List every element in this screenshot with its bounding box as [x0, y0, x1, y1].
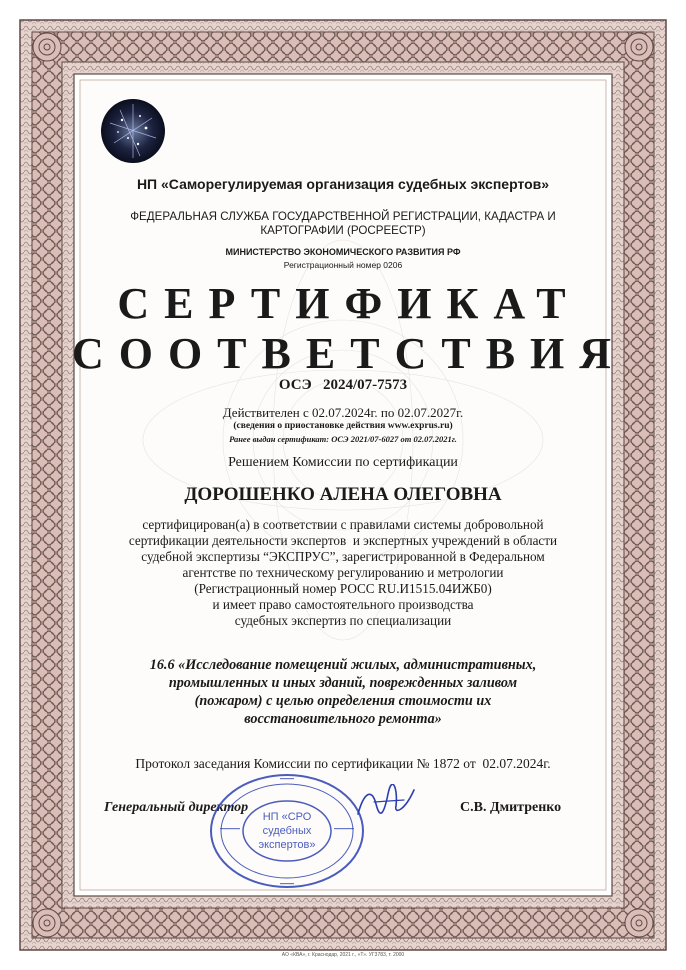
specialization-line: промышленных и иных зданий, поврежденных заливом: [168, 675, 518, 691]
validity-period: Действителен с 02.07.2024г. по 02.07.2027г.: [222, 405, 464, 420]
certification-line: агентстве по техническому регулированию и метрологии: [182, 565, 504, 580]
certificate-title-line2: СООТВЕТСТВИЯ: [71, 329, 627, 378]
certification-line: сертифицирован(а) в соответствии с правилами системы добровольной: [142, 517, 544, 532]
certification-line: судебной экспертизы “ЭКСПРУС”, зарегистрированной в Федеральном: [141, 549, 545, 564]
holder-name: ДОРОШЕНКО АЛЕНА ОЛЕГОВНА: [184, 484, 502, 505]
registration-number: Регистрационный номер 0206: [283, 260, 403, 270]
federal-service: ФЕДЕРАЛЬНАЯ СЛУЖБА ГОСУДАРСТВЕННОЙ РЕГИСТРАЦИИ, КАДАСТРА И КАРТОГРАФИИ (РОСРЕЕСТР): [130, 210, 556, 237]
certification-line: (Регистрационный номер РОСС RU.И1515.04ИЖБ0): [194, 581, 492, 596]
certificate-number: ОСЭ 2024/07-7573: [278, 377, 408, 393]
protocol-reference: Протокол заседания Комиссии по сертификации № 1872 от 02.07.2024г.: [135, 756, 551, 771]
certification-line: сертификации деятельности экспертов и экспертных учреждений в области: [128, 533, 558, 548]
signatory-name: С.В. Дмитренко: [460, 800, 562, 815]
certification-text: [110, 517, 576, 629]
seal-line-3: экспертов»: [258, 839, 316, 851]
signatory-role: Генеральный директор: [104, 800, 249, 815]
certificate-title-line1: СЕРТИФИКАТ: [117, 279, 581, 328]
organization-seal: [208, 772, 366, 890]
suspension-note: (сведения о приостановке действия www.exprus.ru): [233, 421, 453, 431]
specialization: [112, 656, 574, 728]
handwritten-signature: [354, 784, 418, 820]
previous-certificate: Ранее выдан сертификат: ОСЭ 2021/07-6027 от 02.07.2021г.: [229, 434, 457, 444]
ministry: МИНИСТЕРСТВО ЭКОНОМИЧЕСКОГО РАЗВИТИЯ РФ: [225, 247, 461, 257]
certification-line: судебных экспертиз по специализации: [234, 613, 452, 628]
certification-line: и имеет право самостоятельного производства: [212, 597, 474, 612]
specialization-line: восстановительного ремонта»: [244, 711, 442, 727]
specialization-line: (пожаром) с целью определения стоимости их: [194, 693, 492, 709]
commission-decision: Решением Комиссии по сертификации: [228, 455, 458, 470]
organization-name: НП «Саморегулируемая организация судебных экспертов»: [136, 176, 550, 192]
specialization-line: 16.6 «Исследование помещений жилых, административных,: [149, 657, 537, 673]
seal-line-1: НП «СРО: [262, 811, 312, 823]
hologram-sticker: [100, 98, 166, 164]
seal-line-2: судебных: [262, 825, 312, 837]
print-info: АО «КВА», г. Краснодар, 2021 г., «Т». УГ3783, т. 2000: [281, 952, 405, 958]
